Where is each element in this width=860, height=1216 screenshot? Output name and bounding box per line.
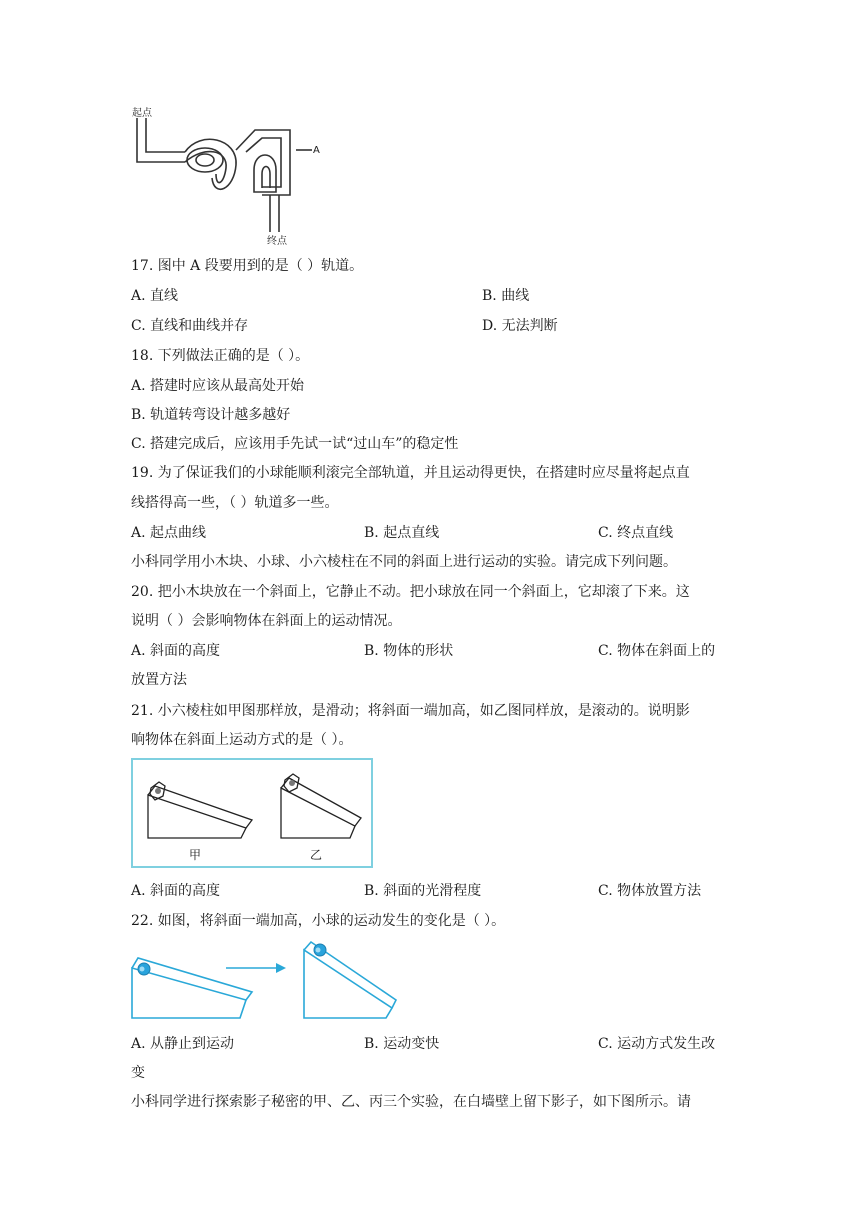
figure-label-jia: 甲: [189, 848, 202, 862]
question-20-stem-line1: 20. 把小木块放在一个斜面上，它静止不动。把小球放在同一个斜面上，它却滚了下来。这: [131, 584, 690, 600]
question-21-stem-line1: 21. 小六棱柱如甲图那样放，是滑动；将斜面一端加高，如乙图同样放，是滚动的。说明影: [131, 703, 690, 719]
end-label: 终点: [267, 236, 287, 247]
incline-diagrams: [133, 760, 375, 870]
question-19-stem-line2: 线搭得高一些，（ ）轨道多一些。: [131, 495, 339, 511]
q18-option-b[interactable]: B. 轨道转弯设计越多越好: [131, 407, 291, 423]
q21-option-c[interactable]: C. 物体放置方法: [598, 883, 702, 899]
ball-incline-figure: [128, 938, 428, 1038]
intro-inclined-plane: 小科同学用小木块、小球、小六棱柱在不同的斜面上进行运动的实验。请完成下列问题。: [131, 554, 677, 570]
hexprism-figure: [131, 758, 373, 868]
question-18-stem: 18. 下列做法正确的是（ ）。: [131, 348, 310, 364]
q18-option-a[interactable]: A. 搭建时应该从最高处开始: [131, 378, 305, 394]
q22-option-a[interactable]: A. 从静止到运动: [131, 1036, 235, 1052]
q18-option-c[interactable]: C. 搭建完成后，应该用手先试一试“过山车”的稳定性: [131, 436, 459, 452]
q20-option-c-wrap: 放置方法: [131, 672, 187, 688]
q20-option-c[interactable]: C. 物体在斜面上的: [598, 643, 716, 659]
question-19-stem-line1: 19. 为了保证我们的小球能顺利滚完全部轨道，并且运动得更快，在搭建时应尽量将起点直: [131, 465, 690, 481]
question-22-stem: 22. 如图，将斜面一端加高，小球的运动发生的变化是（ ）。: [131, 913, 506, 929]
question-21-stem-line2: 响物体在斜面上运动方式的是（ ）。: [131, 732, 353, 748]
start-label: 起点: [132, 108, 152, 119]
q22-option-b[interactable]: B. 运动变快: [364, 1036, 440, 1052]
question-17-stem: 17. 图中 A 段要用到的是（ ）轨道。: [131, 258, 364, 274]
q19-option-a[interactable]: A. 起点曲线: [131, 525, 207, 541]
q20-option-b[interactable]: B. 物体的形状: [364, 643, 454, 659]
q20-option-a[interactable]: A. 斜面的高度: [131, 643, 221, 659]
q17-option-b[interactable]: B. 曲线: [482, 288, 530, 304]
q22-option-c-wrap: 变: [131, 1065, 145, 1081]
track-diagram: [0, 0, 860, 260]
question-20-stem-line2: 说明（ ）会影响物体在斜面上的运动情况。: [131, 613, 402, 629]
q19-option-c[interactable]: C. 终点直线: [598, 525, 674, 541]
segment-a-label: A: [313, 145, 320, 156]
q17-option-d[interactable]: D. 无法判断: [482, 318, 558, 334]
q21-option-b[interactable]: B. 斜面的光滑程度: [364, 883, 482, 899]
q21-option-a[interactable]: A. 斜面的高度: [131, 883, 221, 899]
intro-shadow-experiment: 小科同学进行探索影子秘密的甲、乙、丙三个实验，在白墙壁上留下影子，如下图所示。请: [131, 1094, 691, 1110]
q19-option-b[interactable]: B. 起点直线: [364, 525, 440, 541]
q22-option-c[interactable]: C. 运动方式发生改: [598, 1036, 716, 1052]
figure-label-yi: 乙: [310, 848, 323, 862]
q17-option-a[interactable]: A. 直线: [131, 288, 179, 304]
q17-option-c[interactable]: C. 直线和曲线并存: [131, 318, 249, 334]
